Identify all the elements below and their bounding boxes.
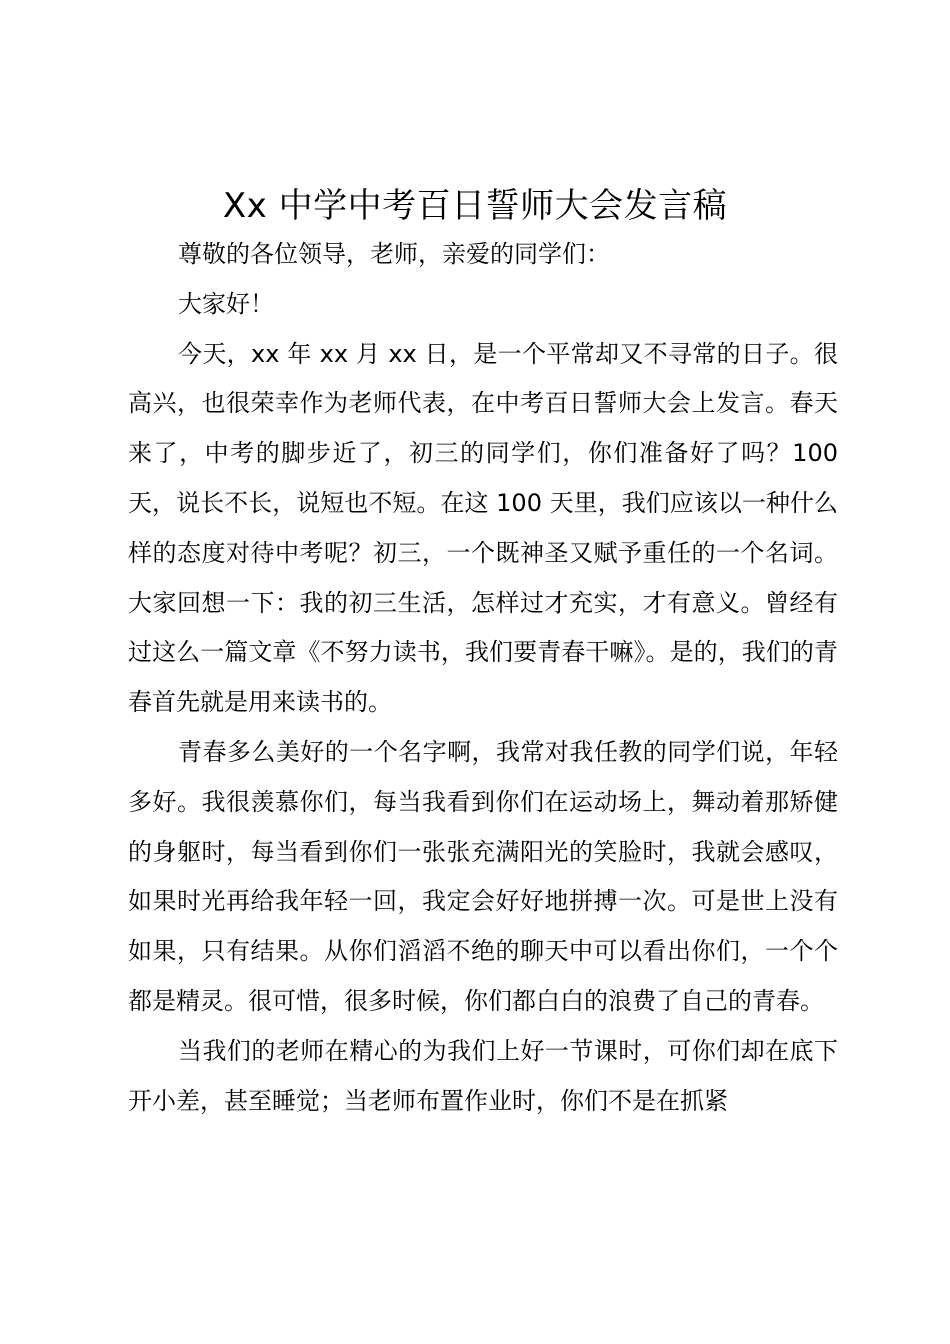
body-paragraph: 当我们的老师在精心的为我们上好一节课时，可你们却在底下开小差，甚至睡觉；当老师布置作业时，你们不是在抓紧 <box>128 1036 838 1115</box>
body-paragraph: 青春多么美好的一个名字啊，我常对我任教的同学们说，年轻多好。我很羡慕你们，每当我看到你们在运动场上，舞动着那矫健的身躯时，每当看到你们一张张充满阳光的笑脸时，我就会感叹，如果时光再给我年轻一回，我定会好好地拼搏一次。可是世上没有如果，只有结果。从你们滔滔不绝的聊天中可以看出你们，一个个都是精灵。很可惜，很多时候，你们都白白的浪费了自己的青春。 <box>128 737 838 1015</box>
document-body <box>128 230 838 1126</box>
salutation-paragraph: 尊敬的各位领导，老师，亲爱的同学们： <box>178 240 610 268</box>
body-paragraph: 今天，xx 年 xx 月 xx 日，是一个平常却又不寻常的日子。很高兴，也很荣幸作为老师代表，在中考百日誓师大会上发言。春天来了，中考的脚步近了，初三的同学们，你们准备好了吗？100 天，说长不长，说短也不短。在这 100 天里，我们应该以一种什么样的态度对待中考呢？初三，一个既神圣又赋予重任的一个名词。大家回想一下：我的初三生活，怎样过才充实，才有意义。曾经有过这么一篇文章《不努力读书，我们要青春干嘛》。是的，我们的青春首先就是用来读书的。 <box>128 339 838 717</box>
document-title: Xx 中学中考百日誓师大会发言稿 <box>222 186 728 226</box>
greeting-paragraph: 大家好！ <box>178 289 274 318</box>
